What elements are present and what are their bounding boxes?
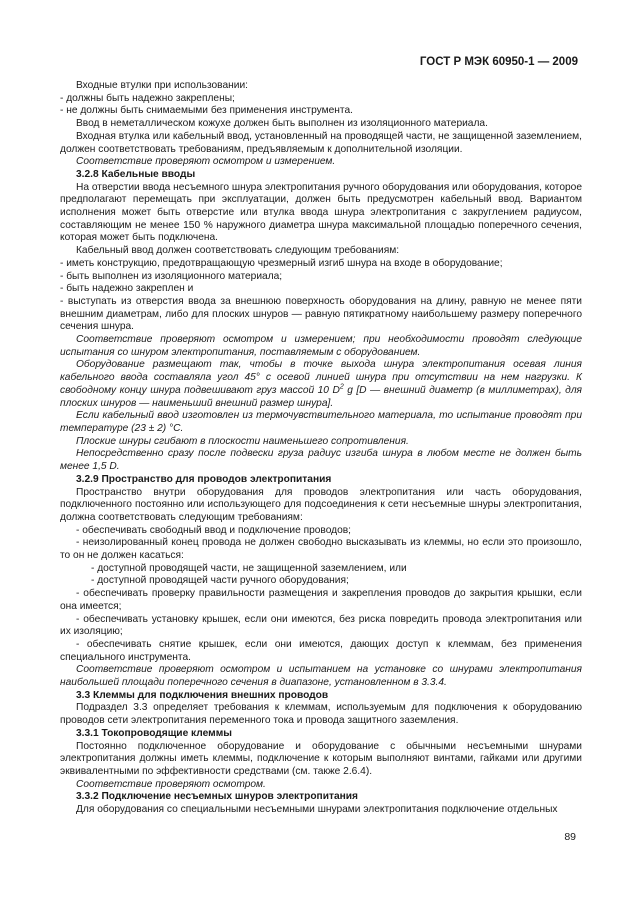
document-body <box>60 80 582 817</box>
paragraph: - быть выполнен из изоляционного материала; <box>60 270 283 282</box>
paragraph: Входные втулки при использовании: <box>76 80 248 91</box>
paragraph: Кабельный ввод должен соответствовать следующим требованиям: <box>76 245 400 257</box>
standard-header: ГОСТ Р МЭК 60950-1 — 2009 <box>419 56 578 68</box>
paragraph: - не должны быть снимаемыми без применения инструмента. <box>60 105 353 117</box>
paragraph: - неизолированный конец провода не должен свободно высказывать из клеммы, но если это произошло, то он не должен касаться: <box>60 537 582 562</box>
paragraph: Непосредственно сразу после подвески груза радиус изгиба шнура в любом месте не должен быть менее 1,5 D. <box>60 448 582 473</box>
paragraph: Соответствие проверяют осмотром. <box>76 778 266 790</box>
section-heading: 3.3 Клеммы для подключения внешних проводов <box>76 689 329 701</box>
paragraph: Входная втулка или кабельный ввод, установленный на проводящей части, не защищенной заземлением, должен соответствовать требованиям, предъявляемым к дополнительной изоляции. <box>60 130 582 155</box>
section-heading: 3.3.2 Подключение несъемных шнуров электропитания <box>76 791 358 803</box>
paragraph: Постоянно подключенное оборудование и оборудование с обычными несъемными шнурами электропитания должны иметь клеммы, подключение к которым выполняют винтами, гайками или другими эквивалентными по эффективности средствами (см. также 2.6.4). <box>60 740 582 777</box>
paragraph: - обеспечивать свободный ввод и подключение проводов; <box>76 524 352 536</box>
paragraph: - должны быть надежно закреплены; <box>60 92 235 104</box>
paragraph: На отверстии ввода несъемного шнура электропитания ручного оборудования или оборудования, которое предполагают перемещать при эксплуатации, должен быть предусмотрен кабельный ввод. Вариантом исполнения может быть отверстие или втулка ввода шнура электропитания с закруглением радиусом, составляющим не менее 150 % наружного диаметра шнура максимальной площадью поперечного сечения, которая может быть подключена. <box>60 181 582 244</box>
paragraph: Соответствие проверяют осмотром и измерением. <box>76 156 336 168</box>
paragraph: - обеспечивать снятие крышек, если они имеются, дающих доступ к клеммам, без применения специального инструмента. <box>60 638 582 663</box>
paragraph: - доступной проводящей части, не защищенной заземлением, или <box>91 562 407 574</box>
paragraph: - обеспечивать установку крышек, если они имеются, без риска повредить провода электропитания или их изоляцию; <box>60 613 582 638</box>
paragraph: Пространство внутри оборудования для проводов электропитания или часть оборудования, подключенного постоянно или использующего для подсоединения к сети несъемные шнуры электропитания, должна соответствовать следующим требованиям: <box>60 486 582 523</box>
paragraph: Подраздел 3.3 определяет требования к клеммам, используемым для подключения к оборудованию проводов сети электропитания переменного тока и провода защитного заземления. <box>60 702 582 727</box>
paragraph: Плоские шнуры сгибают в плоскости наименьшего сопротивления. <box>76 435 409 447</box>
paragraph: Соответствие проверяют осмотром и испытанием на установке со шнурами электропитания наибольшей площади поперечного сечения в диапазоне, установленном в 3.3.4. <box>60 664 582 689</box>
paragraph: - иметь конструкцию, предотвращающую чрезмерный изгиб шнура на входе в оборудование; <box>60 257 503 269</box>
page-number: 89 <box>564 831 576 843</box>
section-heading: 3.3.1 Токопроводящие клеммы <box>76 727 232 739</box>
paragraph: - выступать из отверстия ввода за внешнюю поверхность оборудования на длину, равную не менее пяти внешним диаметрам, либо для плоских шнуров — равную пятикратному наибольшему размеру поперечного сечения шнура. <box>60 295 582 333</box>
paragraph: Ввод в неметаллическом кожухе должен быть выполнен из изоляционного материала. <box>76 118 488 130</box>
paragraph: Если кабельный ввод изготовлен из термочувствительного материала, то испытание проводят при температуре (23 ± 2) °С. <box>60 410 582 434</box>
section-heading: 3.2.9 Пространство для проводов электропитания <box>76 473 332 485</box>
paragraph: - доступной проводящей части ручного оборудования; <box>91 575 349 587</box>
section-heading: 3.2.8 Кабельные вводы <box>76 168 196 180</box>
paragraph: Для оборудования со специальными несъемными шнурами электропитания подключение отдельных <box>76 804 558 816</box>
paragraph: - быть надежно закреплен и <box>60 283 194 295</box>
paragraph: - обеспечивать проверку правильности размещения и закрепления проводов до закрытия крышки, если она имеется; <box>60 588 582 612</box>
paragraph: Оборудование размещают так, чтобы в точке выхода шнура электропитания осевая линия кабельного ввода составляла угол 45° с осевой линией шнура при отсутствии на нем нагрузки. К свободному концу шнура подвешивают груз массой 10 $D^2$ g [D — внешний диаметр (в миллиметрах), для плоских шнуров — наименьший внешний размер шнура]. <box>60 359 583 409</box>
paragraph: Соответствие проверяют осмотром и измерением; при необходимости проводят следующие испытания со шнуром электропитания, поставляемым с оборудованием. <box>60 334 582 358</box>
